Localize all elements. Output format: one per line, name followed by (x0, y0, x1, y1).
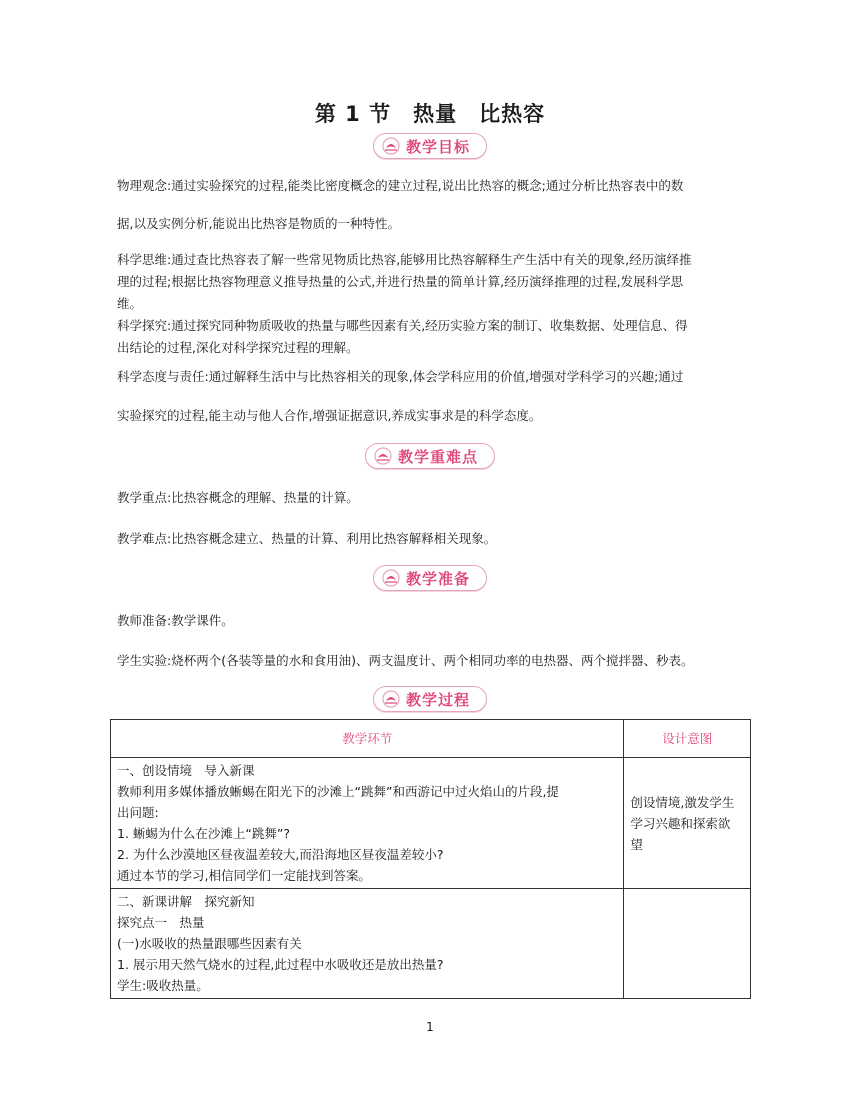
prep-teacher: 教师准备:教学课件。 (117, 613, 234, 628)
goal-physics-concept-cont: 据,以及实例分析,能说出比热容是物质的一种特性。 (117, 216, 400, 231)
table-row (111, 758, 751, 889)
section-badge-key-points (0, 443, 860, 471)
section-badge-process (0, 686, 860, 714)
section-badge-preparation (0, 565, 860, 593)
page-title: 第 1 节 热量 比热容 (314, 102, 546, 126)
section-title-goals: 教学目标 (405, 137, 470, 156)
page-number: 1 (426, 1020, 434, 1034)
row1-intent: 创设情境,激发学生 学习兴趣和探索欲 望 (624, 758, 751, 889)
goal-attitude-responsibility-cont: 实验探究的过程,能主动与他人合作,增强证据意识,养成实事求是的科学态度。 (117, 408, 542, 423)
goal-attitude-responsibility: 科学态度与责任:通过解释生活中与比热容相关的现象,体会学科应用的价值,增强对学科学习的兴趣;通过 (117, 369, 684, 384)
table-row (111, 889, 751, 999)
section-badge-goals (0, 133, 860, 161)
key-difficulty: 教学难点:比热容概念建立、热量的计算、利用比热容解释相关现象。 (117, 531, 497, 546)
lotus-icon (380, 137, 402, 155)
section-title-process: 教学过程 (405, 690, 470, 709)
lotus-icon (380, 569, 402, 587)
section-title-key-points: 教学重难点 (397, 447, 478, 466)
table-header-row (111, 720, 751, 758)
lotus-icon (380, 690, 402, 708)
process-table (110, 719, 751, 999)
goal-physics-concept: 物理观念:通过实验探究的过程,能类比密度概念的建立过程,说出比热容的概念;通过分析比热容表中的数 (117, 178, 684, 193)
row1-content: 一、创设情境 导入新课 教师利用多媒体播放蜥蜴在阳光下的沙滩上“跳舞”和西游记中过火焰山的片段,提 出问题: 1. 蜥蜴为什么在沙滩上“跳舞”? 2. 为什么沙漠地区昼夜温差较大,而沿海地区昼夜温差较小? 通过本节的学习,相信同学们一定能找到答案。 (111, 758, 624, 889)
section-title-preparation: 教学准备 (405, 569, 470, 588)
row2-content: 二、新课讲解 探究新知 探究点一 热量 (一)水吸收的热量跟哪些因素有关 1. 展示用天然气烧水的过程,此过程中水吸收还是放出热量? 学生:吸收热量。 (111, 889, 624, 999)
goal-scientific-thinking: 科学思维:通过查比热容表了解一些常见物质比热容,能够用比热容解释生产生活中有关的现象,经历演绎推 理的过程;根据比热容物理意义推导热量的公式,并进行热量的简单计算,经历演绎推理的过程,发展科学思 维。 (117, 252, 692, 311)
goal-scientific-inquiry: 科学探究:通过探究同种物质吸收的热量与哪些因素有关,经历实验方案的制订、收集数据、处理信息、得 出结论的过程,深化对科学探究过程的理解。 (117, 318, 688, 355)
key-focus: 教学重点:比热容概念的理解、热量的计算。 (117, 490, 359, 505)
prep-student: 学生实验:烧杯两个(各装等量的水和食用油)、两支温度计、两个相同功率的电热器、两个搅拌器、秒表。 (117, 653, 694, 668)
lotus-icon (372, 447, 394, 465)
header-step: 教学环节 (111, 720, 624, 758)
header-intent: 设计意图 (624, 720, 751, 758)
row2-intent (624, 889, 751, 999)
